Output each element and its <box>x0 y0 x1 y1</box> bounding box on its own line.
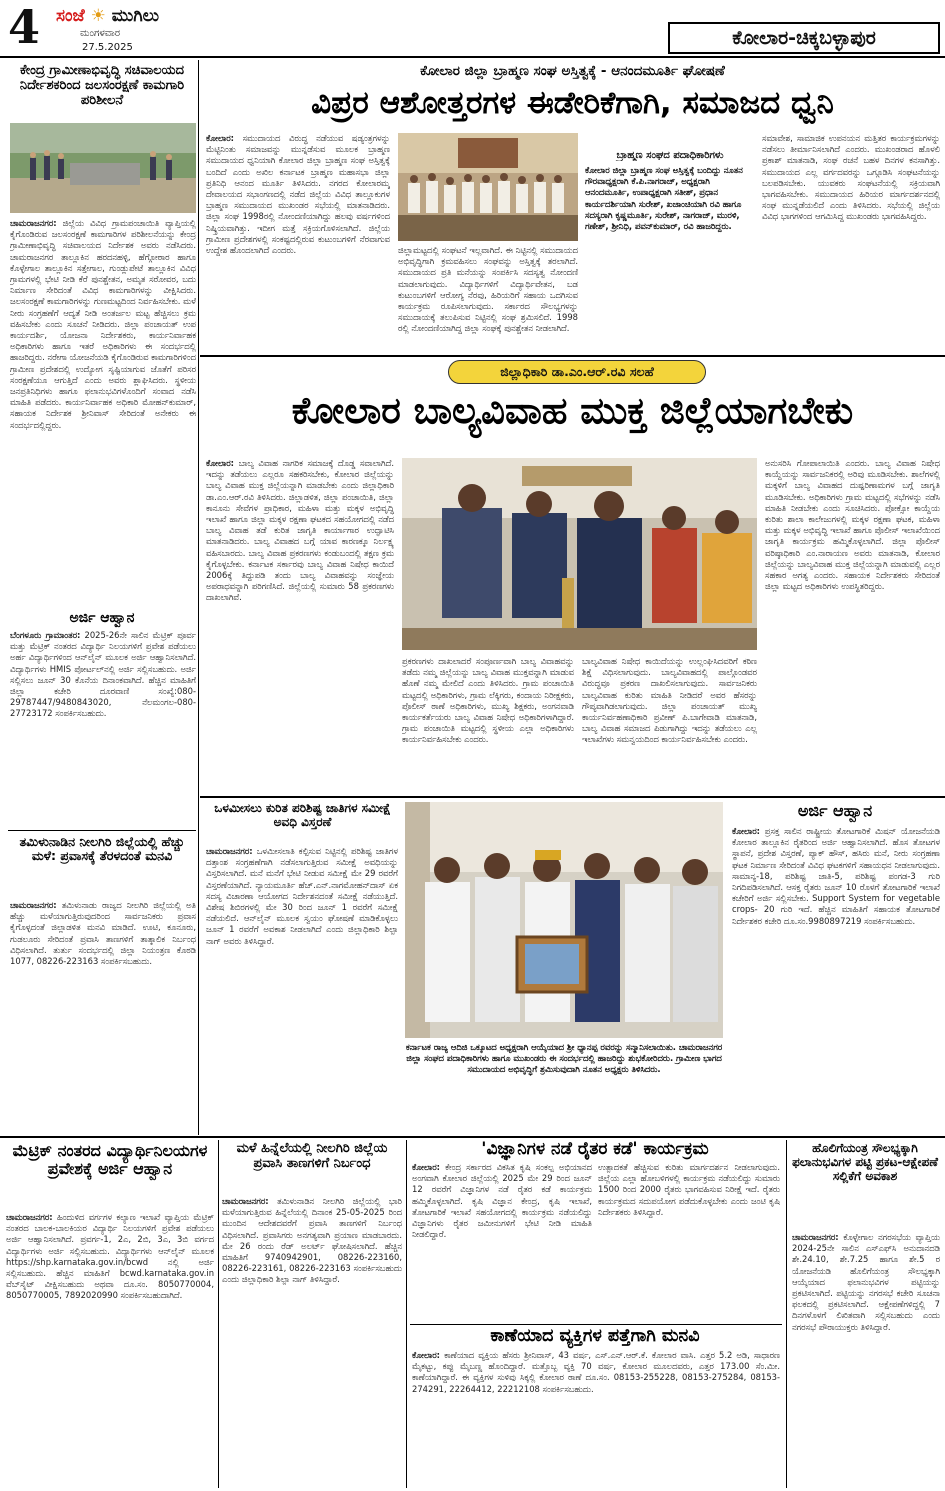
logo-part2: ಮುಗಿಲು <box>111 6 160 26</box>
top-story-highlight: ಕೋಲಾರ ಜಿಲ್ಲಾ ಬ್ರಾಹ್ಮಣ ಸಂಘ ಅಸ್ತಿತ್ವಕ್ಕೆ ಬಂದಿದ್ದು ನೂತನ ಗೌರವಾಧ್ಯಕ್ಷರಾಗಿ ಕೆ.ಪಿ.ನಾಗರಾಜ್, ಅಧ್ಯಕ್ಷರಾಗಿ ಆನಂದಮೂರ್ತಿ, ಉಪಾಧ್ಯಕ್ಷರಾಗಿ ಸತೀಶ್, ಪ್ರಧಾನ ಕಾರ್ಯದರ್ಶಿಯಾಗಿ ಸುರೇಶ್, ಖಜಾಂಚಿಯಾಗಿ ರವಿ ಹಾಗೂ ಸದಸ್ಯರಾಗಿ ಕೃಷ್ಣಮೂರ್ತಿ, ಸುರೇಶ್, ನಾಗರಾಜ್, ಮುರಳಿ, ಗಣೇಶ್, ಶ್ರೀನಿಧಿ, ಪವನ್‌ಕುಮಾರ್, ರವಿ ಹಾಜರಿದ್ದರು. <box>585 165 743 232</box>
left-notice2-headline: ತಮಿಳುನಾಡಿನ ನೀಲಗಿರಿ ಜಿಲ್ಲೆಯಲ್ಲಿ ಹೆಚ್ಚು ಮಳೆ: ಪ್ರವಾಸಕ್ಕೆ ತೆರಳದಂತೆ ಮನವಿ <box>8 830 196 864</box>
bottom2-text: ತಮಿಳುನಾಡಿನ ನೀಲಗಿರಿ ಜಿಲ್ಲೆಯಲ್ಲಿ ಭಾರಿ ಮಳೆಯಾಗುತ್ತಿರುವ ಹಿನ್ನೆಲೆಯಲ್ಲಿ ದಿನಾಂಕ 25-05-2025 ರಿಂದ ಮುಂದಿನ ಆದೇಶದವರೆಗೆ ಪ್ರವಾಸಿ ತಾಣಗಳಿಗೆ ನಿರ್ಬಂಧ ವಿಧಿಸಲಾಗಿದೆ. ಪ್ರವಾಸಿಗರು ಅನಗತ್ಯವಾಗಿ ಪ್ರಯಾಣ ಮಾಡಬಾರದು. ಮೇ 26 ರಂದು ರೆಡ್ ಅಲರ್ಟ್ ಘೋಷಿಸಲಾಗಿದೆ. ಹೆಚ್ಚಿನ ಮಾಹಿತಿಗೆ 9740942901, 08226-223160, 08226-223161, 08226-223163 ಸಂಪರ್ಕಿಸಬಹುದು ಎಂದು ಜಿಲ್ಲಾಧಿಕಾರಿ ಶಿಲ್ಪಾ ನಾಗ್ ತಿಳಿಸಿದ್ದಾರೆ. <box>222 1196 402 1285</box>
bottom3-headline: 'ವಿಜ್ಞಾನಿಗಳ ನಡೆ ರೈತರ ಕಡೆ' ಕಾರ್ಯಕ್ರಮ <box>481 1139 709 1159</box>
logo-part1: ಸಂಜೆ <box>56 6 85 26</box>
newspaper-logo <box>56 6 159 26</box>
left-notice1-text: 2025-26ನೇ ಸಾಲಿನ ಮೆಟ್ರಿಕ್ ಪೂರ್ವ ಮತ್ತು ಮೆಟ್ರಿಕ್ ನಂತರದ ವಿದ್ಯಾರ್ಥಿ ನಿಲಯಗಳಿಗೆ ಪ್ರವೇಶ ಪಡೆಯಲು ಅರ್ಹ ವಿದ್ಯಾರ್ಥಿಗಳಿಂದ ಆನ್‌ಲೈನ್ ಮೂಲಕ ಅರ್ಜಿ ಆಹ್ವಾನಿಸಲಾಗಿದೆ. ವಿದ್ಯಾರ್ಥಿಗಳು HMIS ಪೋರ್ಟಲ್‌ನಲ್ಲಿ ಅರ್ಜಿ ಸಲ್ಲಿಸಬಹುದು. ಅರ್ಜಿ ಸಲ್ಲಿಸಲು ಜೂನ್ 30 ಕೊನೆಯ ದಿನಾಂಕವಾಗಿದೆ. ಹೆಚ್ಚಿನ ಮಾಹಿತಿಗೆ ಜಿಲ್ಲಾ ಕಚೇರಿ ದೂರವಾಣಿ ಸಂಖ್ಯೆ:080-29787447/9480843020, ನೆಲಮಂಗಲ-080-27723172 ಸಂಪರ್ಕಿಸಬಹುದು. <box>10 630 196 719</box>
bottom5-body <box>792 1232 940 1486</box>
main-story-col4-text: ಅನುಸರಿಸಿ ಗೋಪಾಲಾಯಿತಿ ಎಂದರು. ಬಾಲ್ಯ ವಿವಾಹ ನಿಷೇಧ ಕಾಯ್ದೆಯನ್ನು ಸಾರ್ವಜನಿಕರಲ್ಲಿ ಅರಿವು ಮೂಡಿಸಬೇಕು. ಶಾಲೆಗಳಲ್ಲಿ ಮಕ್ಕಳಿಗೆ ಬಾಲ್ಯ ವಿವಾಹದ ದುಷ್ಪರಿಣಾಮಗಳ ಬಗ್ಗೆ ಜಾಗೃತಿ ಮೂಡಿಸಬೇಕು. ಅಧಿಕಾರಿಗಳು ಗ್ರಾಮ ಮಟ್ಟದಲ್ಲಿ ಸಭೆಗಳನ್ನು ನಡೆಸಿ ಮಾಹಿತಿ ನೀಡಬೇಕು ಎಂದು ಸೂಚಿಸಿದರು. ಪೋಕ್ಸೋ ಕಾಯ್ದೆಯ ಕುರಿತು ಶಾಲಾ ಕಾಲೇಜುಗಳಲ್ಲಿ ಮಕ್ಕಳ ರಕ್ಷಣಾ ಘಟಕ, ಮಹಿಳಾ ಮತ್ತು ಮಕ್ಕಳ ಅಭಿವೃದ್ಧಿ ಇಲಾಖೆ ಹಾಗೂ ಪೊಲೀಸ್ ಇಲಾಖೆಯಿಂದ ಜಾಗೃತಿ ಕಾರ್ಯಕ್ರಮ ಹಮ್ಮಿಕೊಳ್ಳಲಾಗಿದೆ. ಜಿಲ್ಲಾ ಪೊಲೀಸ್ ವರಿಷ್ಠಾಧಿಕಾರಿ ಎಂ.ನಾರಾಯಣ ಅವರು ಮಾತನಾಡಿ, ಕೋಲಾರ ಜಿಲ್ಲೆಯನ್ನು ಬಾಲ್ಯವಿವಾಹ ಮುಕ್ತ ಜಿಲ್ಲೆಯನ್ನಾಗಿ ಮಾಡುವಲ್ಲಿ ಎಲ್ಲರ ಸಹಕಾರ ಅಗತ್ಯ ಎಂದರು. ಸಹಾಯಕ ನಿರ್ದೇಶಕರು ಸೇರಿದಂತೆ ಜಿಲ್ಲಾ ಮಟ್ಟದ ಅಧಿಕಾರಿಗಳು ಉಪಸ್ಥಿತರಿದ್ದರು. <box>765 458 940 592</box>
bottom3-col1 <box>412 1162 592 1322</box>
column-divider <box>198 60 199 1135</box>
bottom4-dateline: ಕೋಲಾರ: <box>412 1350 441 1360</box>
top-story-col1 <box>206 133 390 351</box>
bottom1-body <box>6 1212 214 1486</box>
column-divider <box>786 1140 787 1488</box>
bottom2-body <box>222 1196 402 1486</box>
main-story-col4 <box>765 458 940 792</box>
sun-icon: ☀ <box>90 6 106 26</box>
mid-left-text: ಒಳಮೀಸಲಾತಿ ಕಲ್ಪಿಸುವ ನಿಟ್ಟಿನಲ್ಲಿ ಪರಿಶಿಷ್ಟ ಜಾತಿಗಳ ದತ್ತಾಂಶ ಸಂಗ್ರಹಣೆಗಾಗಿ ನಡೆಸಲಾಗುತ್ತಿರುವ ಸಮೀಕ್ಷೆ ಅವಧಿಯನ್ನು ವಿಸ್ತರಿಸಲಾಗಿದೆ. ಮನೆ ಮನೆಗೆ ಭೇಟಿ ನೀಡುವ ಸಮೀಕ್ಷೆ ಮೇ 29 ರವರೆಗೆ ವಿಸ್ತರಣೆಯಾಗಿದೆ. ನ್ಯಾಯಮೂರ್ತಿ ಹೆಚ್.ಎನ್.ನಾಗಮೋಹನ್‌ದಾಸ್ ಏಕ ಸದಸ್ಯ ವಿಚಾರಣಾ ಆಯೋಗದ ನಿರ್ದೇಶನದಂತೆ ಸಮೀಕ್ಷೆ ನಡೆಯುತ್ತಿದೆ. ವಿಶೇಷ ಶಿಬಿರಗಳಲ್ಲಿ ಮೇ 30 ರಿಂದ ಜೂನ್ 1 ರವರೆಗೆ ಸಮೀಕ್ಷೆ ನಡೆಯಲಿದೆ. ಆನ್‌ಲೈನ್ ಮೂಲಕ ಸ್ವಯಂ ಘೋಷಣೆ ಮಾಡಿಕೊಳ್ಳಲು ಜೂನ್ 1 ರವರೆಗೆ ಅವಕಾಶ ನೀಡಲಾಗಿದೆ ಎಂದು ಜಿಲ್ಲಾಧಿಕಾರಿ ಶಿಲ್ಪಾ ನಾಗ್ ಅವರು ತಿಳಿಸಿದ್ದಾರೆ. <box>206 846 398 946</box>
section-divider <box>200 796 945 798</box>
main-story-col1-text: ಬಾಲ್ಯ ವಿವಾಹ ನಾಗರಿಕ ಸಮಾಜಕ್ಕೆ ದೊಡ್ಡ ಸವಾಲಾಗಿದೆ. ಇದನ್ನು ತಡೆಯಲು ಎಲ್ಲರೂ ಸಹಕರಿಸಬೇಕು, ಕೋಲಾರ ಜಿಲ್ಲೆಯನ್ನು ಬಾಲ್ಯ ವಿವಾಹ ಮುಕ್ತ ಜಿಲ್ಲೆಯನ್ನಾಗಿ ಮಾಡಬೇಕು ಎಂದು ಜಿಲ್ಲಾಧಿಕಾರಿ ಡಾ.ಎಂ.ಆರ್.ರವಿ ತಿಳಿಸಿದರು. ಜಿಲ್ಲಾಡಳಿತ, ಜಿಲ್ಲಾ ಪಂಚಾಯಿತಿ, ಜಿಲ್ಲಾ ಕಾನೂನು ಸೇವೆಗಳ ಪ್ರಾಧಿಕಾರ, ಮಹಿಳಾ ಮತ್ತು ಮಕ್ಕಳ ಅಭಿವೃದ್ಧಿ ಇಲಾಖೆ ಹಾಗೂ ಜಿಲ್ಲಾ ಮಕ್ಕಳ ರಕ್ಷಣಾ ಘಟಕದ ಸಹಯೋಗದಲ್ಲಿ ನಡೆದ ಬಾಲ್ಯ ವಿವಾಹ ತಡೆ ಕುರಿತ ಜಾಗೃತಿ ಕಾರ್ಯಾಗಾರ ಉದ್ಘಾಟಿಸಿ ಮಾತನಾಡಿದರು. ಬಾಲ್ಯ ವಿವಾಹದ ಬಗ್ಗೆ ಯಾವ ಕಾರಣಕ್ಕೂ ನಿರ್ಲಕ್ಷ್ಯ ವಹಿಸಬಾರದು. ಬಾಲ್ಯ ವಿವಾಹ ಪ್ರಕರಣಗಳು ಕಂಡುಬಂದಲ್ಲಿ ತಕ್ಷಣ ಕ್ರಮ ಕೈಗೊಳ್ಳಬೇಕು. ಕರ್ನಾಟಕ ಸರ್ಕಾರವು ಬಾಲ್ಯ ವಿವಾಹ ನಿಷೇಧ ಕಾಯಿದೆ 2006ಕ್ಕೆ ತಿದ್ದುಪಡಿ ತಂದು ಬಾಲ್ಯ ವಿವಾಹವನ್ನು ಸಂಜ್ಞೇಯ ಅಪರಾಧವನ್ನಾಗಿ ಪರಿಗಣಿಸಿದೆ. ಜಿಲ್ಲೆಯಲ್ಲಿ ಸುಮಾರು 58 ಪ್ರಕರಣಗಳು ದಾಖಲಾಗಿವೆ. <box>206 458 394 603</box>
section-divider <box>200 355 945 357</box>
main-story-col1 <box>206 458 394 780</box>
bottom5-headline: ಹೊಲಿಗೆಯಂತ್ರ ಸೌಲಭ್ಯಕ್ಕಾಗಿ ಫಲಾನುಭವಿಗಳ ಪಟ್ಟಿ ಪ್ರಕಟ-ಆಕ್ಷೇಪಣೆ ಸಲ್ಲಿಕೆಗೆ ಅವಕಾಶ <box>792 1141 938 1183</box>
mid-photo-caption: ಕರ್ನಾಟಕ ರಾಜ್ಯ ಆದಿಜಿ ಒಕ್ಕೂಟದ ಅಧ್ಯಕ್ಷರಾಗಿ ಆಯ್ಕೆಯಾದ ಶ್ರೀ ಧ್ಯಾನಪ್ಪ ರವರನ್ನು ಸನ್ಮಾನಿಸಲಾಯಿತು. ಚಾಮರಾಜನಗರ ಜಿಲ್ಲಾ ಸಂಘದ ಪದಾಧಿಕಾರಿಗಳು ಹಾಗೂ ಮುಖಂಡರು ಈ ಸಂದರ್ಭದಲ್ಲಿ ಹಾಜರಿದ್ದು ಶುಭಕೋರಿದರು. ಗ್ರಾಮೀಣ ಭಾಗದ ಸಮುದಾಯದ ಅಭಿವೃದ್ಧಿಗೆ ಶ್ರಮಿಸುವುದಾಗಿ ನೂತನ ಅಧ್ಯಕ್ಷರು ತಿಳಿಸಿದರು. <box>405 1042 723 1074</box>
main-story-col2-text: ಪ್ರಕರಣಗಳು ದಾಖಲಾದರೆ ಸಂಪೂರ್ಣವಾಗಿ ಬಾಲ್ಯ ವಿವಾಹವನ್ನು ತಡೆದು ನಮ್ಮ ಜಿಲ್ಲೆಯನ್ನು ಬಾಲ್ಯ ವಿವಾಹ ಮುಕ್ತವನ್ನಾಗಿ ಮಾಡುವ ಹೊಣೆ ನಮ್ಮ ಮೇಲಿದೆ ಎಂದು ತಿಳಿಸಿದರು. ಗ್ರಾಮ ಪಂಚಾಯಿತಿ ಮಟ್ಟದಲ್ಲಿ ಅಧಿಕಾರಿಗಳು, ಗ್ರಾಮ ಲೆಕ್ಕಿಗರು, ಕಂದಾಯ ನಿರೀಕ್ಷಕರು, ಪೊಲೀಸ್ ಠಾಣೆ ಅಧಿಕಾರಿಗಳು, ಮುಖ್ಯ ಶಿಕ್ಷಕರು, ಅಂಗನವಾಡಿ ಕಾರ್ಯಕರ್ತೆಯರು ಬಾಲ್ಯ ವಿವಾಹ ನಿಷೇಧ ಅಧಿಕಾರಿಗಳಾಗಿದ್ದಾರೆ. ಗ್ರಾಮ ಪಂಚಾಯಿತಿ ಮಟ್ಟದಲ್ಲಿ ಸ್ಥಳೀಯ ಎಲ್ಲಾ ಅಧಿಕಾರಿಗಳು ಕಾರ್ಯನಿರ್ವಹಿಸಬೇಕು ಎಂದರು. <box>402 656 574 745</box>
main-story-col2 <box>402 656 574 792</box>
bottom4-headline: ಕಾಣೆಯಾದ ವ್ಯಕ್ತಿಗಳ ಪತ್ತೆಗಾಗಿ ಮನವಿ <box>490 1326 700 1346</box>
section-divider <box>410 1324 782 1325</box>
top-story-col4-text: ಸಮಾವೇಶ, ಸಾಮಾಜಿಕ ಉಪನಯನ ಮತ್ತಿತರ ಕಾರ್ಯಕ್ರಮಗಳನ್ನು ನಡೆಸಲು ತೀರ್ಮಾನಿಸಲಾಗಿದೆ ಎಂದರು. ಮುಖಂಡರಾದ ಹೊಳಲಿ ಪ್ರಕಾಶ್ ಮಾತನಾಡಿ, ಸಂಘ ರಚನೆ ಬಹಳ ದಿನಗಳ ಕನಸಾಗಿತ್ತು. ಸಮುದಾಯದ ಎಲ್ಲ ವರ್ಗದವರನ್ನು ಒಗ್ಗೂಡಿಸಿ ಸಂಘಟನೆಯನ್ನು ಬಲಪಡಿಸಬೇಕು. ಯುವಕರು ಸಂಘಟನೆಯಲ್ಲಿ ಸಕ್ರಿಯವಾಗಿ ಭಾಗವಹಿಸಬೇಕು. ಸಮುದಾಯದ ಹಿರಿಯರ ಮಾರ್ಗದರ್ಶನದಲ್ಲಿ ಸಂಘ ಮುನ್ನಡೆಯಲಿದೆ ಎಂದು ತಿಳಿಸಿದರು. ಸಭೆಯಲ್ಲಿ ಜಿಲ್ಲೆಯ ವಿವಿಧ ಭಾಗಗಳಿಂದ ಆಗಮಿಸಿದ್ದ ಮುಖಂಡರು ಭಾಗವಹಿಸಿದ್ದರು. <box>762 133 940 222</box>
mid-left-body <box>206 846 398 1130</box>
left-notice1-headline: ಅರ್ಜಿ ಆಹ್ವಾನ <box>69 610 135 626</box>
felicitation-photo <box>405 802 723 1038</box>
section-divider <box>0 1136 945 1138</box>
top-story-col2 <box>398 245 578 351</box>
top-story-photo-caption: ಬ್ರಾಹ್ಮಣ ಸಂಘದ ಪದಾಧಿಕಾರಿಗಳು <box>616 150 724 161</box>
main-story-headline: ಕೋಲಾರ ಬಾಲ್ಯವಿವಾಹ ಮುಕ್ತ ಜಿಲ್ಲೆಯಾಗಬೇಕು <box>291 389 854 432</box>
mid-right-body <box>732 826 940 1132</box>
issue-date: 27.5.2025 <box>82 42 133 53</box>
top-story-col1-text: ಸಮುದಾಯದ ವಿರುದ್ಧ ನಡೆಯುವ ಷಡ್ಯಂತ್ರಗಳನ್ನು ಮೆಟ್ಟಿನಿಂತು ಸಮಾಜವನ್ನು ಮುನ್ನಡೆಸುವ ಮೂಲಕ ಬ್ರಾಹ್ಮಣ ಸಮುದಾಯದ ಧ್ವನಿಯಾಗಿ ಕೋಲಾರ ಜಿಲ್ಲಾ ಬ್ರಾಹ್ಮಣ ಸಂಘ ಅಸ್ತಿತ್ವಕ್ಕೆ ಬಂದಿದೆ ಎಂದು ಅಖಿಲ ಕರ್ನಾಟಕ ಬ್ರಾಹ್ಮಣ ಮಹಾಸಭಾ ಜಿಲ್ಲಾ ಪ್ರತಿನಿಧಿ ಆನಂದ ಮೂರ್ತಿ ತಿಳಿಸಿದರು. ನಗರದ ಕೋಲಾರಮ್ಮ ದೇವಾಲಯದ ಸಭಾಂಗಣದಲ್ಲಿ ನಡೆದ ಜಿಲ್ಲೆಯ ವಿವಿಧ ತಾಲ್ಲೂಕುಗಳ ಬ್ರಾಹ್ಮಣ ಸಮುದಾಯದ ಮುಖಂಡರ ಸಭೆಯಲ್ಲಿ ಮಾತನಾಡಿದರು. ಜಿಲ್ಲಾ ಸಂಘ 1998ರಲ್ಲಿ ನೋಂದಣಿಯಾಗಿದ್ದು ಹಲವು ವರ್ಷಗಳಿಂದ ನಿಷ್ಕ್ರಿಯವಾಗಿತ್ತು. ಇದೀಗ ಮತ್ತೆ ಸಕ್ರಿಯಗೊಳಿಸಲಾಗಿದೆ. ಜಿಲ್ಲೆಯ ಗ್ರಾಮೀಣ ಪ್ರದೇಶಗಳಲ್ಲಿ ಸಂಕಷ್ಟದಲ್ಲಿರುವ ಕುಟುಂಬಗಳಿಗೆ ನೆರವಾಗುವ ಉದ್ದೇಶ ಹೊಂದಲಾಗಿದೆ ಎಂದರು. <box>206 133 390 256</box>
left-notice2-text: ತಮಿಳುನಾಡು ರಾಜ್ಯದ ನೀಲಗಿರಿ ಜಿಲ್ಲೆಯಲ್ಲಿ ಅತಿ ಹೆಚ್ಚು ಮಳೆಯಾಗುತ್ತಿರುವುದರಿಂದ ಸಾರ್ವಜನಿಕರು ಪ್ರವಾಸ ಕೈಗೊಳ್ಳದಂತೆ ಜಿಲ್ಲಾಡಳಿತ ಮನವಿ ಮಾಡಿದೆ. ಊಟಿ, ಕೂನೂರು, ಗುಡಲೂರು ಸೇರಿದಂತೆ ಪ್ರವಾಸಿ ತಾಣಗಳಿಗೆ ತಾತ್ಕಾಲಿಕ ನಿರ್ಬಂಧ ವಿಧಿಸಲಾಗಿದೆ. ತುರ್ತು ಸಂದರ್ಭದಲ್ಲಿ ಜಿಲ್ಲಾ ನಿಯಂತ್ರಣ ಕೊಠಡಿ 1077, 08226-223163 ಸಂಪರ್ಕಿಸಬಹುದು. <box>10 900 196 967</box>
top-story-headline: ವಿಪ್ರರ ಆಶೋತ್ತರಗಳ ಈಡೇರಿಕೆಗಾಗಿ, ಸಮಾಜದ ಧ್ವನಿ <box>311 85 834 121</box>
left-notice2-body <box>10 900 196 1125</box>
issue-day: ಮಂಗಳವಾರ <box>80 28 121 39</box>
mid-right-headline: ಅರ್ಜಿ ಆಹ್ವಾನ <box>797 801 873 820</box>
left-notice2-dateline: ಚಾಮರಾಜನಗರ: <box>10 900 57 910</box>
left-story-body <box>10 218 196 606</box>
top-story-dateline: ಕೋಲಾರ: <box>206 133 235 143</box>
field-inspection-photo <box>10 123 196 213</box>
bottom4-body <box>412 1350 780 1486</box>
bottom3-col2 <box>598 1162 780 1322</box>
mid-left-dateline: ಚಾಮರಾಜನಗರ: <box>206 846 253 856</box>
bottom1-dateline: ಚಾಮರಾಜನಗರ: <box>6 1212 53 1222</box>
top-story-col2-text: ಜಿಲ್ಲಾಮಟ್ಟದಲ್ಲಿ ಸಂಘಟನೆ ಇಲ್ಲವಾಗಿದೆ. ಈ ನಿಟ್ಟಿನಲ್ಲಿ ಸಮುದಾಯದ ಅಭಿವೃದ್ಧಿಗಾಗಿ ಕ್ರಮವಹಿಸಲು ಸಂಘವನ್ನು ಅಸ್ತಿತ್ವಕ್ಕೆ ತರಲಾಗಿದೆ. ಸಮುದಾಯದ ಪ್ರತಿ ಮನೆಯನ್ನು ಸಂಪರ್ಕಿಸಿ ಸದಸ್ಯತ್ವ ನೋಂದಣಿ ಮಾಡಲಾಗುವುದು. ವಿದ್ಯಾರ್ಥಿಗಳಿಗೆ ವಿದ್ಯಾರ್ಥಿವೇತನ, ಬಡ ಕುಟುಂಬಗಳಿಗೆ ಆರೋಗ್ಯ ನೆರವು, ಹಿರಿಯರಿಗೆ ಸಹಾಯ ಒದಗಿಸುವ ಕಾರ್ಯಕ್ರಮ ರೂಪಿಸಲಾಗುವುದು. ಸರ್ಕಾರದ ಸೌಲಭ್ಯಗಳನ್ನು ಸಮುದಾಯಕ್ಕೆ ತಲುಪಿಸುವ ನಿಟ್ಟಿನಲ್ಲಿ ಸಂಘ ಶ್ರಮಿಸಲಿದೆ. 1998 ರಲ್ಲಿ ನೋಂದಣಿಯಾಗಿದ್ದ ಜಿಲ್ಲಾ ಸಂಘಕ್ಕೆ ಪುನಶ್ಚೇತನ ನೀಡಲಾಗಿದೆ. <box>398 245 578 334</box>
left-notice1-body <box>10 630 196 826</box>
bottom3-dateline: ಕೋಲಾರ: <box>412 1162 441 1172</box>
main-story-col3 <box>582 656 757 792</box>
bottom2-headline: ಮಳೆ ಹಿನ್ನೆಲೆಯಲ್ಲಿ ನೀಲಗಿರಿ ಜಿಲ್ಲೆಯ ಪ್ರವಾಸಿ ತಾಣಗಳಿಗೆ ನಿರ್ಬಂಧ <box>236 1141 388 1171</box>
mid-right-text: ಪ್ರಸಕ್ತ ಸಾಲಿನ ರಾಷ್ಟ್ರೀಯ ತೋಟಗಾರಿಕೆ ಮಿಷನ್ ಯೋಜನೆಯಡಿ ಕೋಲಾರ ತಾಲ್ಲೂಕಿನ ರೈತರಿಂದ ಅರ್ಜಿ ಆಹ್ವಾನಿಸಲಾಗಿದೆ. ಹೊಸ ತೋಟಗಳ ಸ್ಥಾಪನೆ, ಪ್ರದೇಶ ವಿಸ್ತರಣೆ, ಪ್ಯಾಕ್ ಹೌಸ್, ಹಸಿರು ಮನೆ, ನೀರು ಸಂಗ್ರಹಣಾ ಘಟಕ ನಿರ್ಮಾಣ ಸೇರಿದಂತೆ ವಿವಿಧ ಘಟಕಗಳಿಗೆ ಸಹಾಯಧನ ನೀಡಲಾಗುವುದು. ಸಾಮಾನ್ಯ-18, ಪರಿಶಿಷ್ಟ ಜಾತಿ-5, ಪರಿಶಿಷ್ಟ ಪಂಗಡ-3 ಗುರಿ ನಿಗದಿಪಡಿಸಲಾಗಿದೆ. ಆಸಕ್ತ ರೈತರು ಜೂನ್ 10 ರೊಳಗೆ ತೋಟಗಾರಿಕೆ ಇಲಾಖೆ ಕಚೇರಿಗೆ ಅರ್ಜಿ ಸಲ್ಲಿಸಬೇಕು. Support System for vegetable crops- 20 ಗುರಿ ಇದೆ. ಹೆಚ್ಚಿನ ಮಾಹಿತಿಗೆ ಸಹಾಯಕ ತೋಟಗಾರಿಕೆ ನಿರ್ದೇಶಕರ ಕಚೇರಿ ದೂ.ಸಂ.9980897219 ಸಂಪರ್ಕಿಸಬಹುದು. <box>732 826 940 926</box>
child-marriage-workshop-photo <box>402 458 757 650</box>
bottom5-dateline: ಚಾಮರಾಜನಗರ: <box>792 1232 839 1242</box>
bottom1-text: ಹಿಂದುಳಿದ ವರ್ಗಗಳ ಕಲ್ಯಾಣ ಇಲಾಖೆ ವ್ಯಾಪ್ತಿಯ ಮೆಟ್ರಿಕ್ ನಂತರದ ಬಾಲಕ-ಬಾಲಕಿಯರ ವಿದ್ಯಾರ್ಥಿ ನಿಲಯಗಳಿಗೆ ಪ್ರವೇಶ ಪಡೆಯಲು ಅರ್ಜಿ ಆಹ್ವಾನಿಸಲಾಗಿದೆ. ಪ್ರವರ್ಗ-1, 2ಎ, 2ಬಿ, 3ಎ, 3ಬಿ ವರ್ಗದ ವಿದ್ಯಾರ್ಥಿಗಳು ಅರ್ಜಿ ಸಲ್ಲಿಸಬಹುದು. ವಿದ್ಯಾರ್ಥಿಗಳು ಆನ್‌ಲೈನ್ ಮೂಲಕ https://shp.karnataka.gov.in/bcwd ನಲ್ಲಿ ಅರ್ಜಿ ಸಲ್ಲಿಸಬಹುದು. ಹೆಚ್ಚಿನ ಮಾಹಿತಿಗೆ bcwd.karnataka.gov.in ವೆಬ್‌ಸೈಟ್ ವೀಕ್ಷಿಸಬಹುದು ಅಥವಾ ದೂ.ಸಂ. 8050770004, 8050770005, 7892020990 ಸಂಪರ್ಕಿಸಬಹುದಾಗಿದೆ. <box>6 1212 214 1301</box>
main-story-col3-text: ಬಾಲ್ಯವಿವಾಹ ನಿಷೇಧ ಕಾಯಿದೆಯನ್ನು ಉಲ್ಲಂಘಿಸಿದವರಿಗೆ ಕಠಿಣ ಶಿಕ್ಷೆ ವಿಧಿಸಲಾಗುವುದು. ಬಾಲ್ಯವಿವಾಹದಲ್ಲಿ ಪಾಲ್ಗೊಂಡವರ ವಿರುದ್ಧವೂ ಪ್ರಕರಣ ದಾಖಲಿಸಲಾಗುವುದು. ಸಾರ್ವಜನಿಕರು ಬಾಲ್ಯವಿವಾಹ ಕುರಿತು ಮಾಹಿತಿ ನೀಡಿದರೆ ಅವರ ಹೆಸರನ್ನು ಗೌಪ್ಯವಾಗಿಡಲಾಗುವುದು. ಜಿಲ್ಲಾ ಪಂಚಾಯತ್ ಮುಖ್ಯ ಕಾರ್ಯನಿರ್ವಹಣಾಧಿಕಾರಿ ಪ್ರವೀಣ್ ಪಿ.ಬಾಗೇವಾಡಿ ಮಾತನಾಡಿ, ಬಾಲ್ಯ ವಿವಾಹ ಸಮಾಜದ ಪಿಡುಗಾಗಿದ್ದು ಇದನ್ನು ತಡೆಯಲು ಎಲ್ಲ ಇಲಾಖೆಗಳು ಸಮನ್ವಯದಿಂದ ಕಾರ್ಯನಿರ್ವಹಿಸಬೇಕು ಎಂದರು. <box>582 656 757 745</box>
bottom1-headline: ಮೆಟ್ರಿಕ್ ನಂತರದ ವಿದ್ಯಾರ್ಥಿನಿಲಯಗಳ ಪ್ರವೇಶಕ್ಕೆ ಅರ್ಜಿ ಆಹ್ವಾನ <box>12 1141 208 1179</box>
main-story-kicker: ಜಿಲ್ಲಾಧಿಕಾರಿ ಡಾ.ಎಂ.ಆರ್.ರವಿ ಸಲಹೆ <box>448 360 706 384</box>
page-number: 4 <box>8 0 41 54</box>
bottom4-text: ಕಾಣೆಯಾದ ವ್ಯಕ್ತಿಯ ಹೆಸರು ಶ್ರೀನಿವಾಸ್, 43 ವರ್ಷ, ಎಸ್.ಎನ್.ಆರ್.ಕೆ. ಕೋಲಾರ ವಾಸಿ. ಎತ್ತರ 5.2 ಅಡಿ, ಸಾಧಾರಣ ಮೈಕಟ್ಟು, ಕಪ್ಪು ಮೈಬಣ್ಣ ಹೊಂದಿದ್ದಾರೆ. ಮತ್ತೊಬ್ಬ ವ್ಯಕ್ತಿ 70 ವರ್ಷ, ಕೋಲಾರ ಮೂಲದವರು, ಎತ್ತರ 173.00 ಸೆಂ.ಮೀ. ಕಾಣೆಯಾಗಿದ್ದಾರೆ. ಈ ವ್ಯಕ್ತಿಗಳ ಸುಳಿವು ಸಿಕ್ಕಲ್ಲಿ ಕೋಲಾರ ಠಾಣೆ ದೂ.ಸಂ. 08153-255228, 08153-275284, 08153-274291, 22264412, 22212108 ಸಂಪರ್ಕಿಸಬಹುದು. <box>412 1350 780 1394</box>
left-story-headline: ಕೇಂದ್ರ ಗ್ರಾಮೀಣಾಭಿವೃದ್ಧಿ ಸಚಿವಾಲಯದ ನಿರ್ದೇಶಕರಿಂದ ಜಲಸಂರಕ್ಷಣೆ ಕಾಮಗಾರಿ ಪರಿಶೀಲನೆ <box>19 63 185 108</box>
bottom2-dateline: ಚಾಮರಾಜನಗರ: <box>222 1196 269 1206</box>
masthead <box>0 0 945 58</box>
bottom3-col1-text: ಕೇಂದ್ರ ಸರ್ಕಾರದ ವಿಕಸಿತ ಕೃಷಿ ಸಂಕಲ್ಪ ಅಭಿಯಾನದ ಅಂಗವಾಗಿ ಕೋಲಾರ ಜಿಲ್ಲೆಯಲ್ಲಿ 2025 ಮೇ 29 ರಿಂದ ಜೂನ್ 12 ರವರೆಗೆ ವಿಜ್ಞಾನಿಗಳ ನಡೆ ರೈತರ ಕಡೆ ಕಾರ್ಯಕ್ರಮ ಹಮ್ಮಿಕೊಳ್ಳಲಾಗಿದೆ. ಕೃಷಿ ವಿಜ್ಞಾನ ಕೇಂದ್ರ, ಕೃಷಿ ಇಲಾಖೆ, ತೋಟಗಾರಿಕೆ ಇಲಾಖೆ ಸಹಯೋಗದಲ್ಲಿ ಕಾರ್ಯಕ್ರಮ ನಡೆಯಲಿದ್ದು ವಿಜ್ಞಾನಿಗಳು ರೈತರ ಜಮೀನುಗಳಿಗೆ ಭೇಟಿ ನೀಡಿ ಮಾಹಿತಿ ನೀಡಲಿದ್ದಾರೆ. <box>412 1162 592 1240</box>
region-label: ಕೋಲಾರ-ಚಿಕ್ಕಬಳ್ಳಾಪುರ <box>668 22 940 54</box>
main-story-dateline: ಕೋಲಾರ: <box>206 458 235 468</box>
top-story-kicker: ಕೋಲಾರ ಜಿಲ್ಲಾ ಬ್ರಾಹ್ಮಣ ಸಂಘ ಅಸ್ತಿತ್ವಕ್ಕೆ - ಆನಂದಮೂರ್ತಿ ಘೋಷಣೆ <box>420 63 725 79</box>
column-divider <box>218 1140 219 1488</box>
bottom3-col2-text: ಉತ್ಪಾದಕತೆ ಹೆಚ್ಚಿಸುವ ಕುರಿತು ಮಾರ್ಗದರ್ಶನ ನೀಡಲಾಗುವುದು. ಜಿಲ್ಲೆಯ ಎಲ್ಲಾ ಹೋಬಳಿಗಳಲ್ಲಿ ಕಾರ್ಯಕ್ರಮ ನಡೆಯಲಿದ್ದು ಸುಮಾರು 1500 ರಿಂದ 2000 ರೈತರು ಭಾಗವಹಿಸುವ ನಿರೀಕ್ಷೆ ಇದೆ. ರೈತರು ಕಾರ್ಯಕ್ರಮದ ಸದುಪಯೋಗ ಪಡೆದುಕೊಳ್ಳಬೇಕು ಎಂದು ಜಂಟಿ ಕೃಷಿ ನಿರ್ದೇಶಕರು ತಿಳಿಸಿದ್ದಾರೆ. <box>598 1162 780 1217</box>
top-story-col4 <box>762 133 940 351</box>
bottom5-text: ಕೊಳ್ಳೇಗಾಲ ನಗರಸಭೆಯ ವ್ಯಾಪ್ತಿಯ 2024-25ನೇ ಸಾಲಿನ ಎಸ್‌ಎಫ್‌ಸಿ ಅನುದಾನದಡಿ ಶೇ.24.10, ಶೇ.7.25 ಹಾಗೂ ಶೇ.5 ರ ಯೋಜನೆಯಡಿ ಹೊಲಿಗೆಯಂತ್ರ ಸೌಲಭ್ಯಕ್ಕಾಗಿ ಆಯ್ಕೆಯಾದ ಫಲಾನುಭವಿಗಳ ಪಟ್ಟಿಯನ್ನು ಪ್ರಕಟಿಸಲಾಗಿದೆ. ಪಟ್ಟಿಯನ್ನು ನಗರಸಭೆ ಕಚೇರಿ ಸೂಚನಾ ಫಲಕದಲ್ಲಿ ಪ್ರಕಟಿಸಲಾಗಿದೆ. ಆಕ್ಷೇಪಣೆಗಳಿದ್ದಲ್ಲಿ 7 ದಿನಗಳೊಳಗೆ ಲಿಖಿತವಾಗಿ ಸಲ್ಲಿಸಬಹುದು ಎಂದು ನಗರಸಭೆ ಪೌರಾಯುಕ್ತರು ತಿಳಿಸಿದ್ದಾರೆ. <box>792 1232 940 1332</box>
left-notice1-dateline: ಬೆಂಗಳೂರು ಗ್ರಾಮಾಂತರ: <box>10 630 81 640</box>
left-story-dateline: ಚಾಮರಾಜನಗರ: <box>10 218 57 228</box>
brahmin-sangha-group-photo <box>398 133 578 241</box>
mid-left-headline: ಒಳಮೀಸಲು ಕುರಿತ ಪರಿಶಿಷ್ಟ ಜಾತಿಗಳ ಸಮೀಕ್ಷೆ ಅವಧಿ ವಿಸ್ತರಣೆ <box>214 801 391 829</box>
column-divider <box>406 1140 407 1488</box>
mid-right-dateline: ಕೋಲಾರ: <box>732 826 761 836</box>
left-story-text: ಜಿಲ್ಲೆಯ ವಿವಿಧ ಗ್ರಾಮಪಂಚಾಯಿತಿ ವ್ಯಾಪ್ತಿಯಲ್ಲಿ ಕೈಗೊಂಡಿರುವ ಜಲಸಂರಕ್ಷಣೆ ಕಾಮಗಾರಿಗಳ ಪರಿಶೀಲನೆಯನ್ನು ಕೇಂದ್ರ ಗ್ರಾಮೀಣಾಭಿವೃದ್ಧಿ ಸಚಿವಾಲಯದ ನಿರ್ದೇಶಕ ಅವರು ನಡೆಸಿದರು. ಚಾಮರಾಜನಗರ ತಾಲ್ಲೂಕಿನ ಹರದನಹಳ್ಳಿ, ಹೆಗ್ಗೋಠಾರ ಹಾಗೂ ಕೊಳ್ಳೇಗಾಲ ತಾಲ್ಲೂಕಿನ ಸತ್ತೇಗಾಲ, ಗುಂಡ್ಲುಪೇಟೆ ತಾಲ್ಲೂಕಿನ ವಿವಿಧ ಗ್ರಾಮಗಳಲ್ಲಿ ಭೇಟಿ ನೀಡಿ ಕೆರೆ ಪುನಶ್ಚೇತನ, ಅಮೃತ ಸರೋವರ, ಬದು ನಿರ್ಮಾಣ ಸೇರಿದಂತೆ ವಿವಿಧ ಕಾಮಗಾರಿಗಳನ್ನು ವೀಕ್ಷಿಸಿದರು. ಜಲಸಂರಕ್ಷಣೆ ಕಾಮಗಾರಿಗಳನ್ನು ಗುಣಮಟ್ಟದಿಂದ ನಿರ್ವಹಿಸಬೇಕು. ಮಳೆ ನೀರು ಸಂಗ್ರಹಣೆಗೆ ಆದ್ಯತೆ ನೀಡಿ ಅಂತರ್ಜಲ ಮಟ್ಟ ಹೆಚ್ಚಿಸಲು ಕ್ರಮ ವಹಿಸಬೇಕು ಎಂದು ಸೂಚನೆ ನೀಡಿದರು. ಜಿಲ್ಲಾ ಪಂಚಾಯತ್ ಉಪ ಕಾರ್ಯದರ್ಶಿ, ಯೋಜನಾ ನಿರ್ದೇಶಕರು, ಕಾರ್ಯನಿರ್ವಾಹಕ ಅಧಿಕಾರಿಗಳು ಹಾಗೂ ಇತರೆ ಅಧಿಕಾರಿಗಳು ಈ ಸಂದರ್ಭದಲ್ಲಿ ಹಾಜರಿದ್ದರು. ನರೇಗಾ ಯೋಜನೆಯಡಿ ಕೈಗೊಂಡಿರುವ ಕಾಮಗಾರಿಗಳಿಂದ ಗ್ರಾಮೀಣ ಪ್ರದೇಶದಲ್ಲಿ ಉದ್ಯೋಗ ಸೃಷ್ಟಿಯಾಗುವ ಜೊತೆಗೆ ಪರಿಸರ ಸಂರಕ್ಷಣೆಯೂ ಆಗುತ್ತಿದೆ ಎಂದು ಅವರು ಶ್ಲಾಘಿಸಿದರು. ಸ್ಥಳೀಯ ಜನಪ್ರತಿನಿಧಿಗಳು ಹಾಗೂ ಫಲಾನುಭವಿಗಳೊಂದಿಗೆ ಸಂವಾದ ನಡೆಸಿ ಮಾಹಿತಿ ಪಡೆದರು. ಕಾರ್ಯನಿರ್ವಾಹಕ ಅಧಿಕಾರಿ ಮೋಹನ್‌ಕುಮಾರ್, ಸಹಾಯಕ ನಿರ್ದೇಶಕ ಶ್ರೀನಿವಾಸ್ ಸೇರಿದಂತೆ ಅನೇಕರು ಈ ಸಂದರ್ಭದಲ್ಲಿದ್ದರು. <box>10 218 196 430</box>
